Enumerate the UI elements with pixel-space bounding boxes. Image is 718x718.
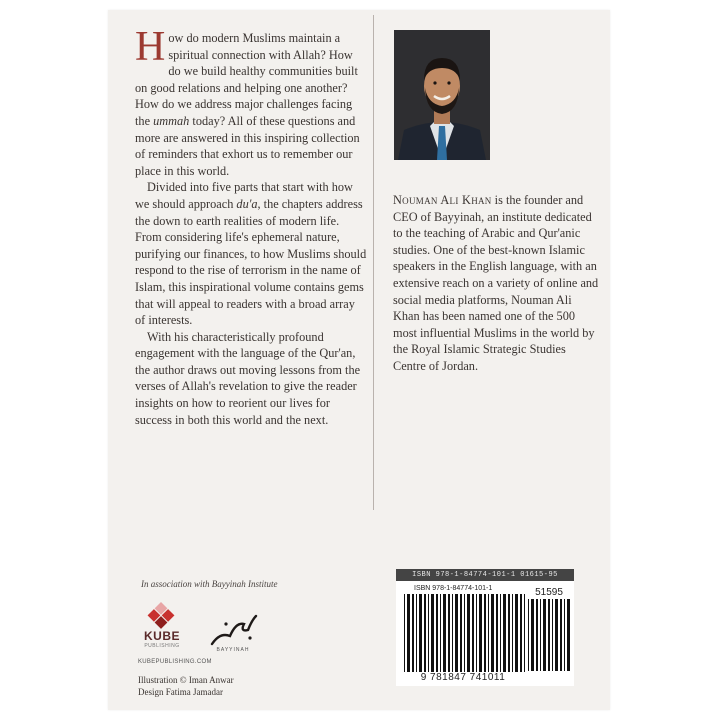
author-name: Nouman Ali Khan (393, 193, 492, 207)
barcode-bar (431, 594, 434, 672)
barcode-bar (528, 599, 529, 671)
isbn-header: ISBN 978-1-84774-101-1 01615-95 (396, 569, 574, 581)
barcode-bar (452, 594, 453, 672)
blurb-paragraph-3: With his characteristically profound engagement with the language of the Qur'an, the author draws out moving lessons from the verses of Allah's revelation to give the reader insights on how to reorient our lives for success in both this world and the next. (135, 329, 361, 427)
barcode-bar (491, 594, 494, 672)
barcode-bar (560, 599, 562, 671)
barcode-bar (540, 599, 541, 671)
blurb-paragraph-2 (135, 179, 367, 328)
association-line: In association with Bayyinah Institute (141, 579, 278, 589)
blurb-italic-term: ummah (153, 113, 190, 128)
barcode-bar (404, 594, 405, 672)
ean-number: 9 781847 741011 (420, 672, 506, 683)
barcode-bar (508, 594, 510, 672)
ean-barcode (404, 594, 526, 672)
author-bio-text: is the founder and CEO of Bayyinah, an institute dedicated to the teaching of Arabic and Qur'anic studies. One of the best-known Islamic speakers in the English language, with an extensive reach on a variety of online and social media platforms, Nouman Ali Khan has been named one of the 500 most influential Muslims in the world by the Royal Islamic Strategic Studies Centre of Jordan. (393, 193, 599, 373)
barcode-bar (500, 594, 501, 672)
barcode-bar (416, 594, 417, 672)
author-bio (393, 192, 601, 375)
book-back-cover (108, 10, 610, 710)
publisher-url: KUBEPUBLISHING.COM (138, 659, 212, 665)
blurb-text: ow do modern Muslims maintain a spiritual connection with Allah? How do we build healthy communities built on good relations and helping one another? How do we address major challenges facing the (135, 31, 358, 128)
barcode-bar (524, 594, 525, 672)
barcode-bar (488, 594, 489, 672)
credits (138, 674, 234, 698)
price-code: 51595 (535, 587, 563, 598)
barcode-bar (407, 594, 410, 672)
blurb-italic-term: du'a (236, 196, 258, 211)
barcode-bar (479, 594, 482, 672)
barcode-bar (552, 599, 553, 671)
barcode-bar (536, 599, 538, 671)
kube-logo-subtext: PUBLISHING (144, 643, 180, 649)
barcode-bar (460, 594, 462, 672)
barcode-bar (515, 594, 518, 672)
blurb-text: Divided into five parts that start with how we should approach (135, 180, 353, 211)
blurb-text: , the chapters address the down to earth realities of modern life. From considering life's ephemeral nature, purifying our finances, to how Muslims should respond to the rise of terrorism in the name of Islam, this inspirational volume contains gems that will appeal to readers with a broad array of interests. (135, 196, 367, 328)
isbn-text: ISBN 978-1-84774-101-1 (414, 585, 493, 592)
barcode-bar (455, 594, 458, 672)
barcode-bar (472, 594, 474, 672)
barcode-bar (412, 594, 414, 672)
barcode-bar (496, 594, 498, 672)
column-divider (373, 15, 374, 510)
barcode-bar (512, 594, 513, 672)
barcode-bar (564, 599, 565, 671)
barcode-bar (464, 594, 465, 672)
barcode-bar (428, 594, 429, 672)
kube-logo-text: KUBE (143, 629, 180, 643)
drop-cap: H (135, 24, 166, 70)
design-credit: Design Fatima Jamadar (138, 687, 223, 697)
barcode-bar (531, 599, 534, 671)
barcode-bar (567, 599, 570, 671)
barcode-bar (424, 594, 426, 672)
price-barcode (528, 599, 570, 671)
blurb-text: today? All of these questions and more are answered in this inspiring collection of reminders that exhort us to remember our place in this world. (135, 113, 360, 178)
blurb-paragraph-1 (135, 24, 367, 179)
barcode-bar (440, 594, 441, 672)
barcode-bar (503, 594, 506, 672)
barcode-bar (476, 594, 477, 672)
barcode-bar (484, 594, 486, 672)
author-photo (394, 30, 490, 160)
barcode-bar (520, 594, 522, 672)
barcode-bar (436, 594, 438, 672)
blurb-column (135, 24, 367, 428)
barcode-bar (467, 594, 470, 672)
barcode-bar (443, 594, 446, 672)
barcode-bar (548, 599, 550, 671)
barcode-bar (448, 594, 450, 672)
illustration-credit: Illustration © Iman Anwar (138, 675, 234, 685)
barcode-bar (419, 594, 422, 672)
bayyinah-logo-text: BAYYINAH (216, 647, 250, 653)
barcode-panel (396, 569, 574, 686)
barcode-bar (543, 599, 546, 671)
barcode-bar (555, 599, 558, 671)
bayyinah-logo-icon (206, 610, 260, 650)
